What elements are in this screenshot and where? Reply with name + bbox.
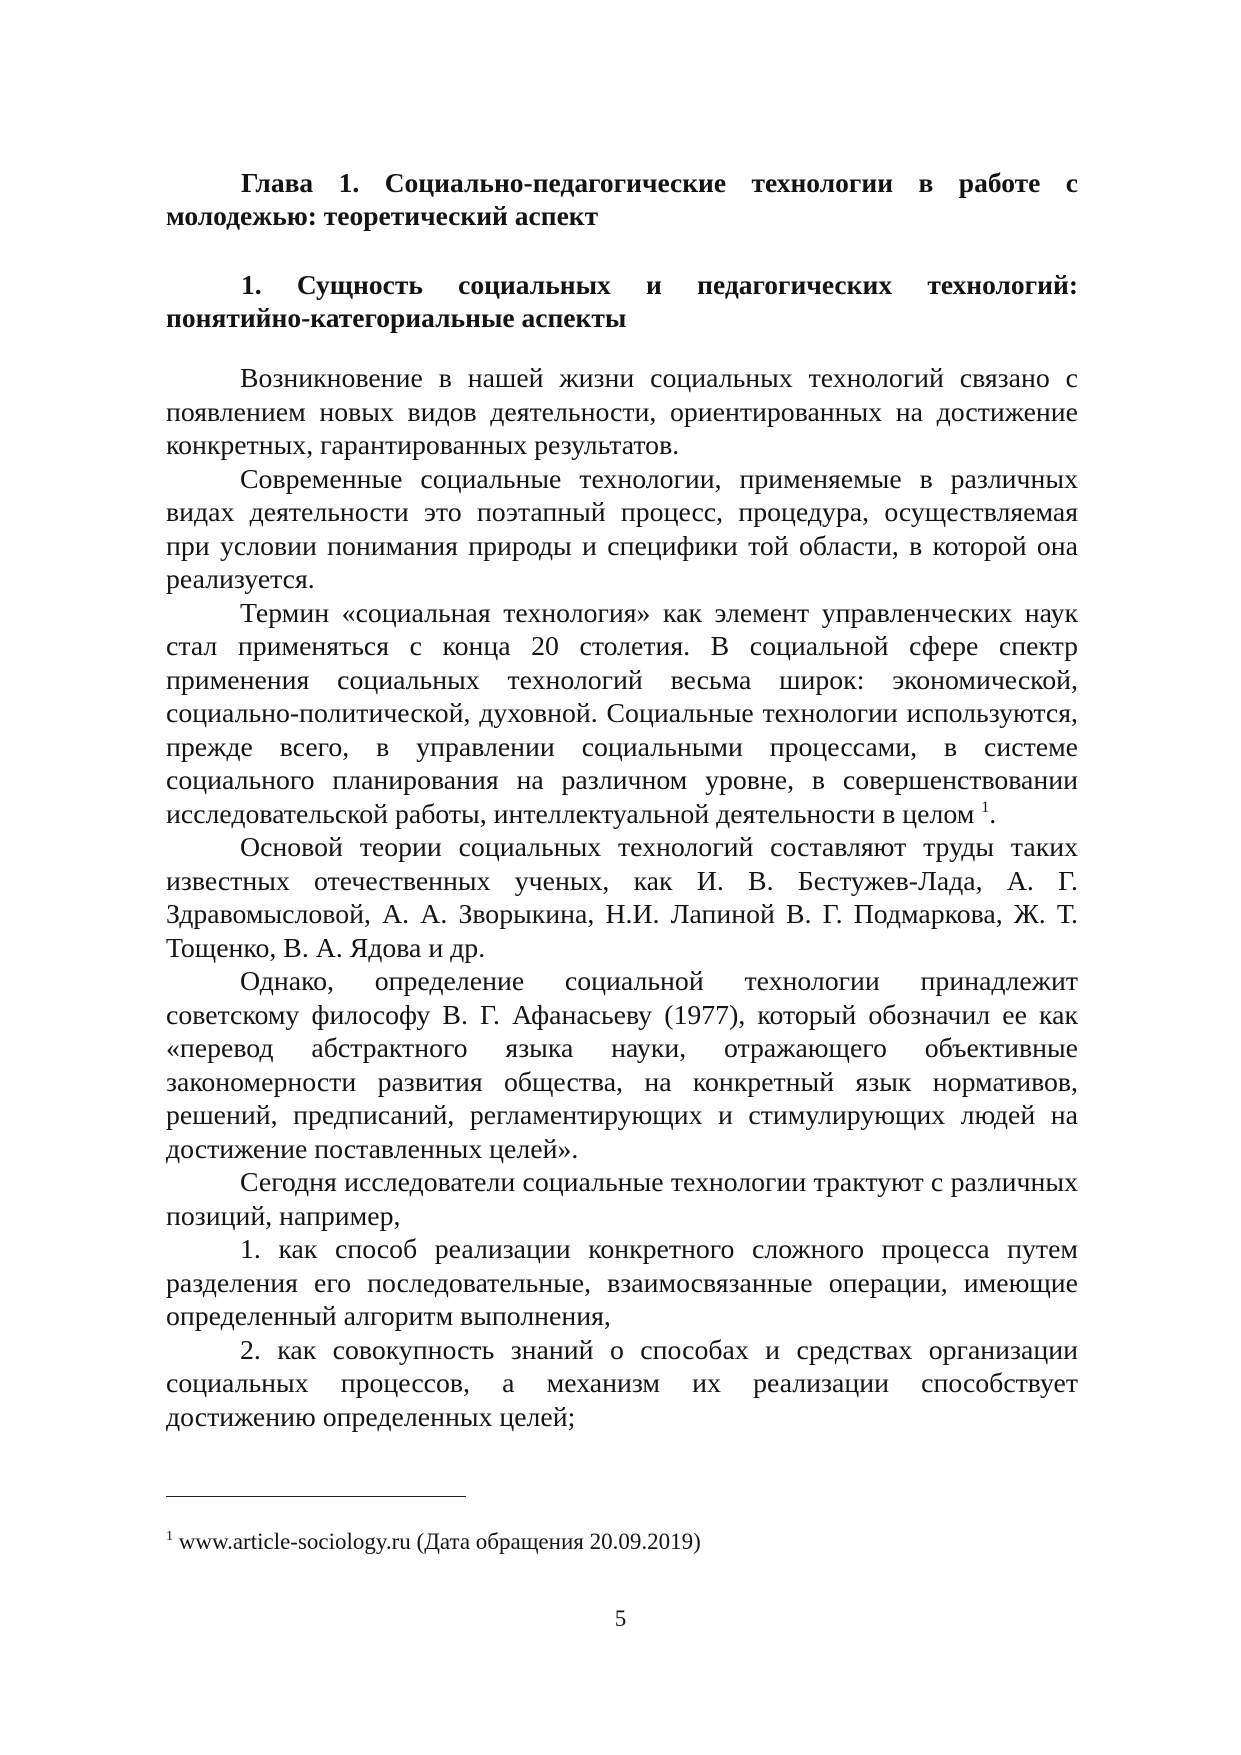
paragraph: Однако, определение социальной технологии принадлежит советскому философу В. Г. Афанасьеву (1977), который обозначил ее как «перевод абстрактного языка науки, отражающего объективные закономерности развития общества, на конкретный язык нормативов, решений, предписаний, регламентирующих и стимулирующих людей на достижение поставленных целей». [166,966,1078,1165]
page-number: 5 [614,1606,627,1631]
paragraph: Сегодня исследователи социальные технологии трактуют с различных позиций, например, [166,1167,1078,1232]
paragraph: Современные социальные технологии, применяемые в различных видах деятельности это поэтапный процесс, процедура, осуществляемая при условии понимания природы и специфики той области, в которой она реализуется. [166,463,1078,595]
footnote-reference: 1 [981,798,990,816]
footnote [166,1528,701,1556]
list-item: 2. как совокупность знаний о способах и средствах организации социальных процессов, а механизм их реализации способствует достижению определенных целей; [166,1334,1078,1433]
paragraph: Возникновение в нашей жизни социальных технологий связано с появлением новых видов деятельности, ориентированных на достижение конкретных, гарантированных результатов. [166,363,1078,461]
footnote-marker: 1 [166,1529,173,1544]
body-text [166,362,1078,1434]
paragraph-with-footnote [166,597,1078,832]
section-title: 1. Сущность социальных и педагогических технологий: понятийно-категориальные аспекты [166,269,1078,333]
document-page [166,150,1078,1434]
chapter-title: Глава 1. Социально-педагогические технологии в работе с молодежью: теоретический аспект [166,167,1078,231]
paragraph-text: Термин «социальная технология» как элемент управленческих наук стал применяться с конца 20 столетия. В социальной сфере спектр применения социальных технологий весьма широк: экономической, социально-политической, духовной. Социальные технологии используются, прежде всего, в управлении социальными процессами, в системе социального планирования на различном уровне, в совершенствовании исследовательской работы, интеллектуальной деятельности в целом [166,597,1078,830]
paragraph: Основой теории социальных технологий составляют труды таких известных отечественных ученых, как И. В. Бестужев-Лада, А. Г. Здравомысловой, А. А. Зворыкина, Н.И. Лапиной В. Г. Подмаркова, Ж. Т. Тощенко, В. А. Ядова и др. [166,832,1078,964]
paragraph-end: . [989,798,997,830]
footnote-separator [166,1496,466,1497]
footnote-text: www.article-sociology.ru (Дата обращения 20.09.2019) [173,1529,701,1554]
list-item: 1. как способ реализации конкретного сложного процесса путем разделения его последовательные, взаимосвязанные операции, имеющие определенный алгоритм выполнения, [166,1234,1078,1332]
